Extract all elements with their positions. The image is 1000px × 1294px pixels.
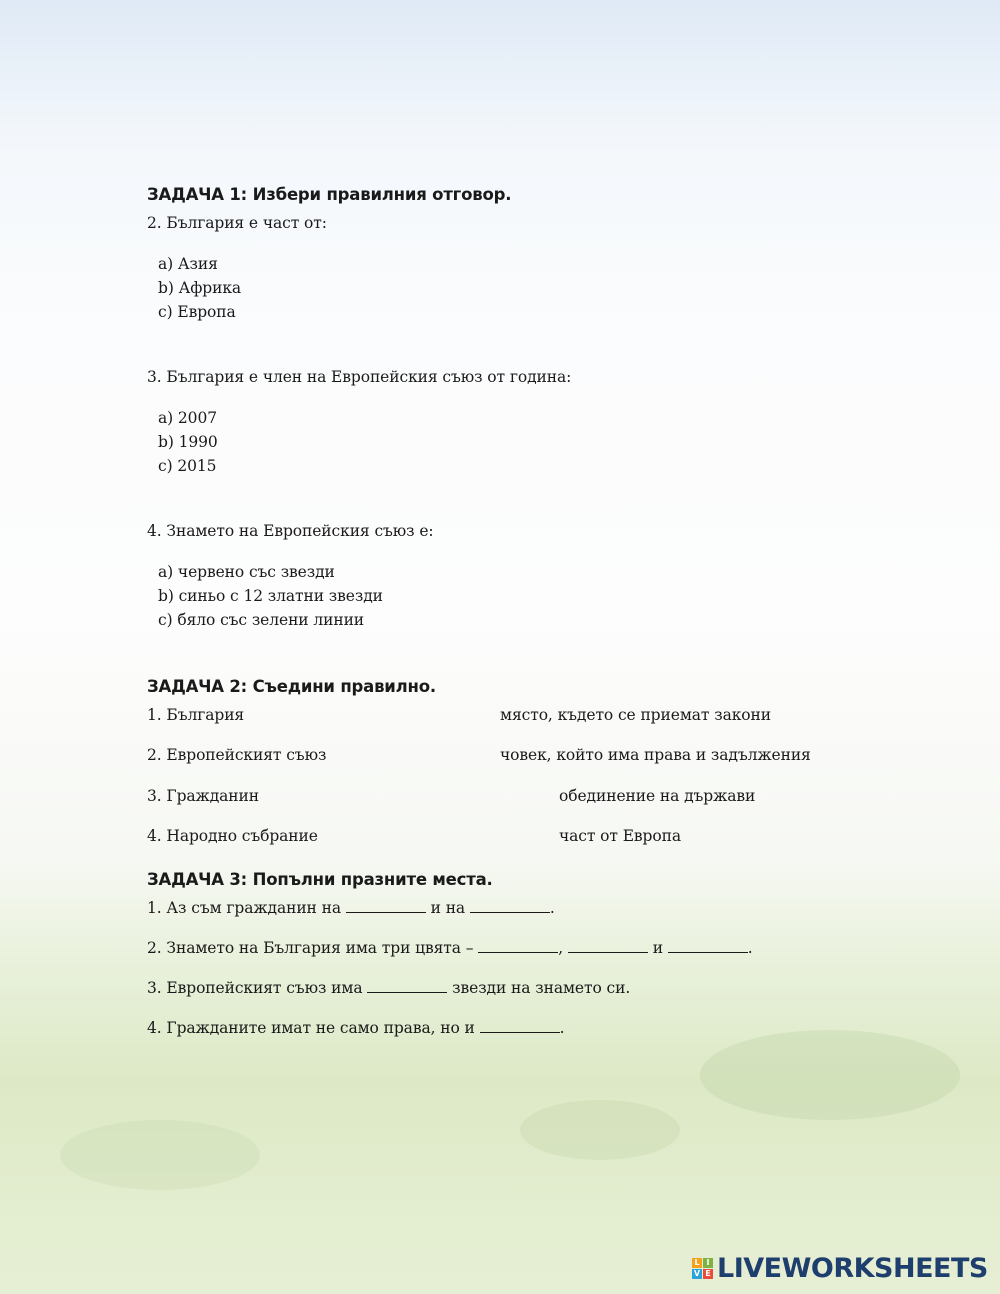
option-4b[interactable]: b) синьо с 12 златни звезди	[158, 587, 383, 605]
logo-square: E	[703, 1269, 713, 1279]
task2-heading: ЗАДАЧА 2: Съедини правилно.	[147, 677, 436, 696]
option-2c[interactable]: c) Европа	[158, 303, 236, 321]
sentence-text: ,	[558, 939, 564, 957]
sentence-text: 2. Знамето на България има три цвята –	[147, 939, 474, 957]
blank-input[interactable]	[568, 940, 648, 953]
sentence-text: звезди на знамето си.	[452, 979, 631, 997]
match-right-1[interactable]: място, където се приемат закони	[500, 706, 771, 724]
sentence-text: .	[747, 939, 753, 957]
logo-squares-icon	[692, 1258, 713, 1279]
blank-input[interactable]	[668, 940, 748, 953]
sentence-text: 4. Гражданите имат не само права, но и	[147, 1019, 475, 1037]
blank-input[interactable]	[346, 900, 426, 913]
match-left-1[interactable]: 1. България	[147, 706, 245, 724]
fill-sentence-3	[147, 979, 630, 997]
logo-text: LIVEWORKSHEETS	[717, 1252, 988, 1284]
task1-heading: ЗАДАЧА 1: Избери правилния отговор.	[147, 185, 512, 204]
blank-input[interactable]	[480, 1020, 560, 1033]
logo-square: L	[692, 1258, 702, 1268]
blank-input[interactable]	[478, 940, 558, 953]
sentence-text: 3. Европейският съюз има	[147, 979, 363, 997]
question-4: 4. Знамето на Европейския съюз е:	[147, 522, 434, 540]
question-3: 3. България е член на Европейския съюз от година:	[147, 368, 572, 386]
task3-heading: ЗАДАЧА 3: Попълни празните места.	[147, 870, 493, 889]
logo-square: V	[693, 1268, 701, 1278]
option-3c[interactable]: c) 2015	[158, 457, 217, 475]
option-2a[interactable]: a) Азия	[158, 255, 218, 273]
option-2b[interactable]: b) Африка	[158, 279, 242, 297]
match-right-2[interactable]: човек, който има права и задължения	[500, 746, 811, 764]
sentence-text: и	[652, 939, 663, 957]
match-right-4[interactable]: част от Европа	[559, 827, 681, 845]
match-right-3[interactable]: обединение на държави	[559, 787, 756, 805]
option-3b[interactable]: b) 1990	[158, 433, 218, 451]
match-left-2[interactable]: 2. Европейският съюз	[147, 746, 327, 764]
option-3a[interactable]: a) 2007	[158, 409, 217, 427]
sentence-text: 1. Аз съм гражданин на	[147, 899, 341, 917]
sentence-text: и на	[430, 899, 466, 917]
sentence-text: .	[559, 1019, 565, 1037]
option-4c[interactable]: c) бяло със зелени линии	[158, 611, 365, 629]
sentence-text: .	[549, 899, 555, 917]
option-4a[interactable]: a) червено със звезди	[158, 563, 335, 581]
blank-input[interactable]	[367, 980, 447, 993]
fill-sentence-4	[147, 1019, 564, 1037]
fill-sentence-2	[147, 939, 753, 957]
blank-input[interactable]	[470, 900, 550, 913]
liveworksheets-logo	[692, 1253, 988, 1283]
logo-square: I	[703, 1258, 713, 1268]
question-2: 2. България е част от:	[147, 214, 327, 232]
fill-sentence-1	[147, 899, 555, 917]
match-left-4[interactable]: 4. Народно събрание	[147, 827, 318, 845]
match-left-3[interactable]: 3. Гражданин	[147, 787, 259, 805]
